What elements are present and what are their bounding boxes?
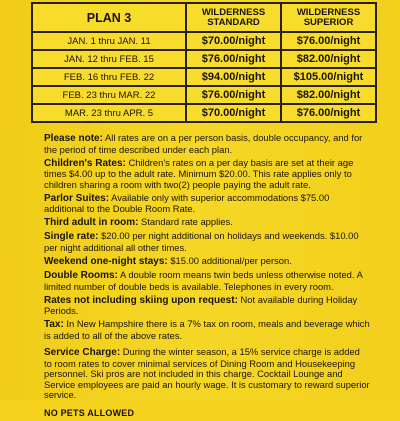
row-superior-price: $76.00/night [281,104,376,122]
row-standard-price: $76.00/night [186,50,281,68]
standard-header-line2: STANDARD [207,16,260,28]
table-row [32,68,376,86]
third-adult-text: Standard rate applies. [138,216,233,228]
table-row [32,32,376,50]
plan-header: PLAN 3 [32,3,186,32]
row-standard-price: $94.00/night [186,68,281,86]
double-rooms-label: Double Rooms: [44,270,118,282]
please-note-paragraph [44,133,370,155]
service-charge-paragraph [44,347,370,401]
tax-text: In New Hampshire there is a 7% tax on room, meals and beverage which is added to all of the above rates. [44,318,370,341]
double-rooms-paragraph [44,270,370,292]
superior-header [281,3,376,32]
standard-header-line1: WILDERNESS [201,6,266,18]
row-period: FEB. 23 thru MAR. 22 [32,86,186,104]
third-adult-label: Third adult in room: [44,217,139,229]
weekend-label: Weekend one-night stays: [44,255,168,267]
double-rooms-text: A double room means twin beds unless otherwise noted. A limited number of double beds is available. Telephones in every room. [44,269,363,292]
no-pets-notice: NO PETS ALLOWED [44,407,135,418]
childrens-rates-paragraph [44,158,370,191]
weekend-paragraph [44,256,370,268]
row-standard-price: $76.00/night [186,86,281,104]
please-note-label: Please note: [44,133,103,144]
row-period: JAN. 12 thru FEB. 15 [32,50,186,68]
row-standard-price: $70.00/night [186,32,281,50]
single-rate-paragraph [44,231,370,253]
row-superior-price: $82.00/night [281,86,376,104]
superior-header-line2: SUPERIOR [303,16,354,28]
parlor-suites-label: Parlor Suites: [44,192,110,204]
policy-notes [44,133,370,421]
table-row [32,104,376,122]
third-adult-paragraph [44,217,370,229]
tax-paragraph [44,319,370,341]
childrens-rates-label: Children's Rates: [44,157,126,169]
table-row [32,86,376,104]
row-superior-price: $76.00/night [281,32,376,50]
row-period: FEB. 16 thru FEB. 22 [32,68,186,86]
skiing-label: Rates not including skiing upon request: [44,294,238,306]
service-charge-label: Service Charge: [44,347,121,359]
rate-table [31,2,377,123]
skiing-text: Not available during Holiday Periods. [44,293,358,317]
rate-table-header [32,3,376,32]
skiing-paragraph [44,295,370,317]
parlor-suites-paragraph [44,193,370,215]
childrens-rates-text: Children's rates on a per day basis are set at their age times $4.00 up to the adult rate. Minimum $20.00. This rate applies only to children sharing a room with two(2) people paying the adult rate. [44,156,354,190]
single-rate-text: $20.00 per night additional on holidays and weekends. $10.00 per night additional all other times. [44,230,359,253]
standard-header [186,3,281,32]
row-superior-price: $105.00/night [281,68,376,86]
superior-header-line1: WILDERNESS [296,6,361,18]
row-superior-price: $82.00/night [281,50,376,68]
please-note-text: All rates are on a per person basis, double occupancy, and for the period of time described under each plan. [44,132,363,155]
service-charge-text: During the winter season, a 15% service charge is added to room rates to cover minimal services of Dining Room and Housekeeping personnel. Ski pros are not included in this charge. Cocktail Lounge and Service employees are paid an hourly wage. It is customary to reward superior service. [44,346,370,401]
tax-label: Tax: [44,319,64,331]
row-period: JAN. 1 thru JAN. 11 [32,32,186,50]
row-standard-price: $70.00/night [186,104,281,122]
row-period: MAR. 23 thru APR. 5 [32,104,186,122]
single-rate-label: Single rate: [44,231,99,243]
parlor-suites-text: Available only with superior accommodations $75.00 additional to the Double Room Rate. [44,191,330,215]
table-row [32,50,376,68]
weekend-text: $15.00 additional/per person. [167,254,292,266]
